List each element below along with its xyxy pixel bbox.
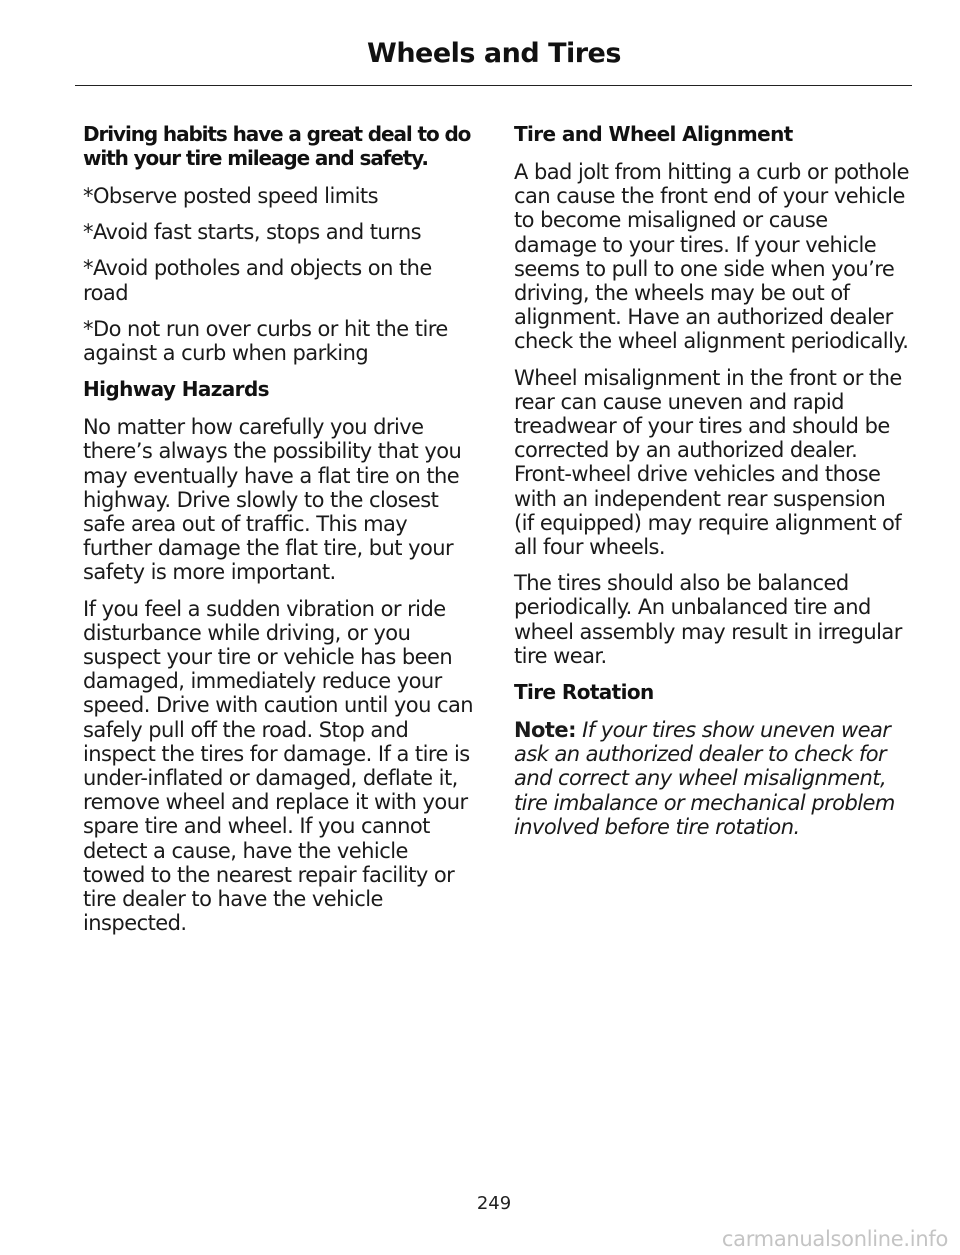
rotation-note	[514, 718, 910, 839]
header-divider	[75, 85, 912, 86]
hazards-paragraph-1: No matter how carefully you drive there’s always the possibility that you may eventually have a flat tire on the highway. Drive slowly to the closest safe area out of traffic. This may further damage the flat tire, but your safety is more important.	[83, 415, 462, 585]
bullet-speed-limits: *Observe posted speed limits	[83, 184, 379, 208]
alignment-paragraph-2: Wheel misalignment in the front or the rear can cause uneven and rapid treadwear of your tires and should be corrected by an authorized dealer. Front-wheel drive vehicles and those with an independent rear suspension (if equipped) may require alignment of all four wheels.	[514, 365, 902, 560]
bullet-fast-starts: *Avoid fast starts, stops and turns	[83, 220, 422, 245]
bullet-potholes: *Avoid potholes and objects on the road	[83, 256, 432, 305]
bullet-curbs: *Do not run over curbs or hit the tire against a curb when parking	[83, 316, 448, 366]
right-column	[514, 122, 910, 851]
alignment-paragraph-3: The tires should also be balanced periodically. An unbalanced tire and wheel assembly may result in irregular tire wear.	[514, 571, 902, 668]
highway-hazards-heading: Highway Hazards	[83, 377, 269, 402]
intro-heading: Driving habits have a great deal to do with your tire mileage and safety.	[83, 122, 471, 170]
note-label: Note:	[514, 718, 576, 743]
alignment-paragraph-1: A bad jolt from hitting a curb or pothole can cause the front end of your vehicle to become misaligned or cause damage to your tires. If your vehicle seems to pull to one side when you’re driving, the wheels may be out of alignment. Have an authorized dealer check the wheel alignment periodically.	[514, 160, 909, 354]
tire-rotation-heading: Tire Rotation	[514, 680, 654, 705]
alignment-heading: Tire and Wheel Alignment	[514, 122, 793, 146]
left-column	[83, 122, 475, 947]
watermark: carmanualsonline.info	[721, 1227, 948, 1251]
hazards-paragraph-2: If you feel a sudden vibration or ride disturbance while driving, or you suspect your tire or vehicle has been damaged, immediately reduce your speed. Drive with caution until you can safely pull off the road. Stop and inspect the tires for damage. If a tire is under-inflated or damaged, deflate it, remove wheel and replace it with your spare tire and wheel. If you cannot detect a cause, have the vehicle towed to the nearest repair facility or tire dealer to have the vehicle inspected.	[83, 596, 474, 936]
note-text: If your tires show uneven wear ask an authorized dealer to check for and correct any wheel misalignment, tire imbalance or mechanical problem involved before tire rotation.	[514, 718, 895, 839]
page-title: Wheels and Tires	[367, 38, 621, 69]
page-number: 249	[476, 1193, 512, 1214]
